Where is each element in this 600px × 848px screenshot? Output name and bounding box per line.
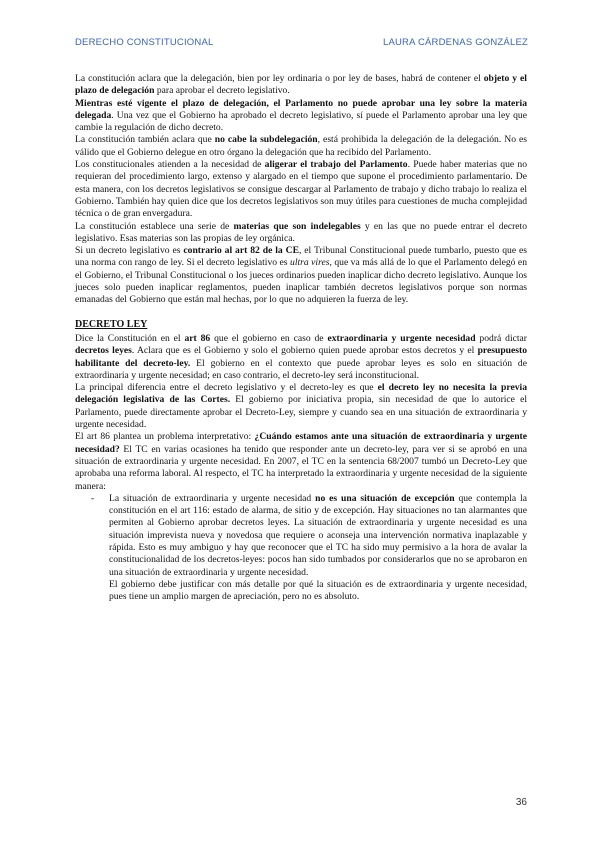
text: que el gobierno en caso de [210, 332, 328, 344]
interpretation-list [75, 493, 527, 579]
paragraph-interpretive-problem [75, 431, 527, 492]
text: podrá dictar [475, 332, 528, 344]
text: Si un decreto legislativo es [75, 245, 184, 257]
text: La situación de extraordinaria y urgente necesidad [109, 492, 316, 504]
text: La constitución establece una serie de [75, 220, 234, 232]
text: Dice la Constitución en el [75, 332, 185, 344]
text: El gobierno en el contexto que puede aprobar leyes es solo en situación de extraordinaria y urgente necesidad; en caso contrario, el decreto-ley será inconstitucional. [75, 357, 527, 381]
bold-text: art 86 [184, 332, 211, 344]
paragraph-ultra-vires [75, 245, 527, 306]
bold-text: decretos leyes [75, 345, 132, 357]
paragraph-delegation-content [75, 73, 527, 98]
text: , el Tribunal Constitucional puede tumbarlo, puesto que es una norma con rango de ley. Si el decreto legislativo es [75, 245, 527, 269]
paragraph-art-86 [75, 333, 527, 382]
text: para aprobar el decreto legislativo. [154, 85, 290, 97]
text: El TC en varias ocasiones ha tenido que responder ante un decreto-ley, para ver si se aprobó en una situación de extraordinaria y urgente necesidad. En 2007, el TC en la sentencia 68/2007 tumbó un Decreto-Ley que aprobaba una reforma laboral. Al respecto, el TC ha interpretado la extraordinaria y urgente necesidad de la siguiente manera: [75, 443, 527, 492]
text: . Una vez que el Gobierno ha aprobado el decreto legislativo, sí puede el Parlamento aprobar una ley que cambie la regulación de dicho decreto. [75, 109, 527, 134]
bold-text: objeto y el plazo de delegación [75, 73, 527, 97]
bold-text: no cabe la subdelegación [214, 134, 318, 146]
text: . Aclara que es el Gobierno y solo el gobierno quien puede aprobar estos decretos y el [131, 345, 478, 357]
bold-text: materias que son indelegables [233, 220, 361, 232]
bold-text: contrario al art 82 de la CE [183, 245, 299, 257]
text: y en las que no puede entrar el decreto legislativo. Esas materias son las propias de ley orgánica. [75, 220, 527, 244]
paragraph-parliament-work [75, 159, 527, 220]
text: El art 86 plantea un problema interpretativo: [75, 431, 255, 443]
document-body [75, 73, 527, 603]
header-subject: DERECHO CONSTITUCIONAL [75, 37, 214, 48]
paragraph-delegation-term [75, 98, 527, 135]
italic-text: ultra vires [290, 257, 330, 269]
list-item [75, 493, 527, 579]
text: Los constitucionales atienden a la necesidad de [75, 159, 265, 171]
section-title: DECRETO LEY [75, 318, 148, 330]
text: La constitución aclara que la delegación, bien por ley ordinaria o por ley de bases, habrá de contener el [75, 73, 484, 84]
paragraph-indelegable-matters [75, 221, 527, 246]
bold-text: extraordinaria y urgente necesidad [327, 332, 476, 344]
page-number: 36 [515, 797, 527, 808]
bold-text: presupuesto habilitante del decreto-ley. [75, 345, 527, 369]
text: El gobierno por iniciativa propia, sin necesidad de que lo autorice el Parlamento, puede directamente aprobar el Decreto-Ley, siempre y cuando sea en una situación de extraordinaria y urgente necesidad. [75, 394, 528, 431]
paragraph-main-difference [75, 382, 527, 431]
text: . Puede haber materias que no requieran del procedimiento largo, extenso y alargado en el tiempo que supone el procedimiento parlamentario. De esta manera, con los decretos legislativos se consigue descargar al Parlamento de trabajo y dicho trabajo lo realiza el Gobierno. También hay quien dice que los decretos legislativos son muy útiles para cuestiones de mucha complejidad técnica o de gran envergadura. [75, 159, 527, 220]
bold-text: el decreto ley no necesita la previa delegación legislativa de las Cortes. [75, 382, 527, 406]
list-dash: - [91, 492, 95, 504]
text: La constitución también aclara que [75, 134, 215, 146]
page-header [75, 37, 528, 48]
header-author: LAURA CÁRDENAS GONZÁLEZ [382, 37, 528, 48]
bold-text: ¿Cuándo estamos ante una situación de extraordinaria y urgente necesidad? [75, 431, 527, 455]
bold-text: aligerar el trabajo del Parlamento [264, 159, 408, 171]
paragraph-justification: El gobierno debe justificar con más detalle por qué la situación es de extraordinaria y urgente necesidad, pues tiene un amplio margen de apreciación, pero no es absoluto. [109, 578, 527, 603]
text: que contempla la constitución en el art 116: estado de alarma, de sitio y de excepción. Hay situaciones no tan alarmantes que permiten al Gobierno aprobar decretos leyes. La situación de extraordinaria y urgente necesidad es una situación imprevista nueva y novedosa que requiere o aconseja una intervención normativa inaplazable y rápida. Esto es muy ambiguo y hay que reconocer que el TC ha sido muy permisivo a la hora de avalar la constitucionalidad de los decretos-leyes: pocos han sido tumbados por considerarlos que no se aprobaron en una situación de extraordinaria y urgente necesidad. [109, 492, 527, 578]
text: , que va más allá de lo que el Parlamento delegó en el Gobierno, el Tribunal Constitucional o los jueces ordinarios pueden inaplicar dicho decreto legislativo. Aunque los jueces solo pueden inaplicar reglamentos, pueden inaplicar también decretos legislativos porque son normas emanadas del Gobierno que están mal hechas, por lo que no adquieren la fuerza de ley. [75, 257, 527, 306]
text: La principal diferencia entre el decreto legislativo y el decreto-ley es que [75, 382, 378, 394]
paragraph-subdelegation [75, 134, 527, 159]
text: , está prohibida la delegación de la delegación. No es válido que el Gobierno delegue en otro órgano la delegación que ha recibido del Parlamento. [75, 134, 528, 158]
bold-text: Mientras esté vigente el plazo de delegación, el Parlamento no puede aprobar una ley sobre la materia delegada [75, 97, 527, 121]
bold-text: no es una situación de excepción [315, 492, 455, 504]
